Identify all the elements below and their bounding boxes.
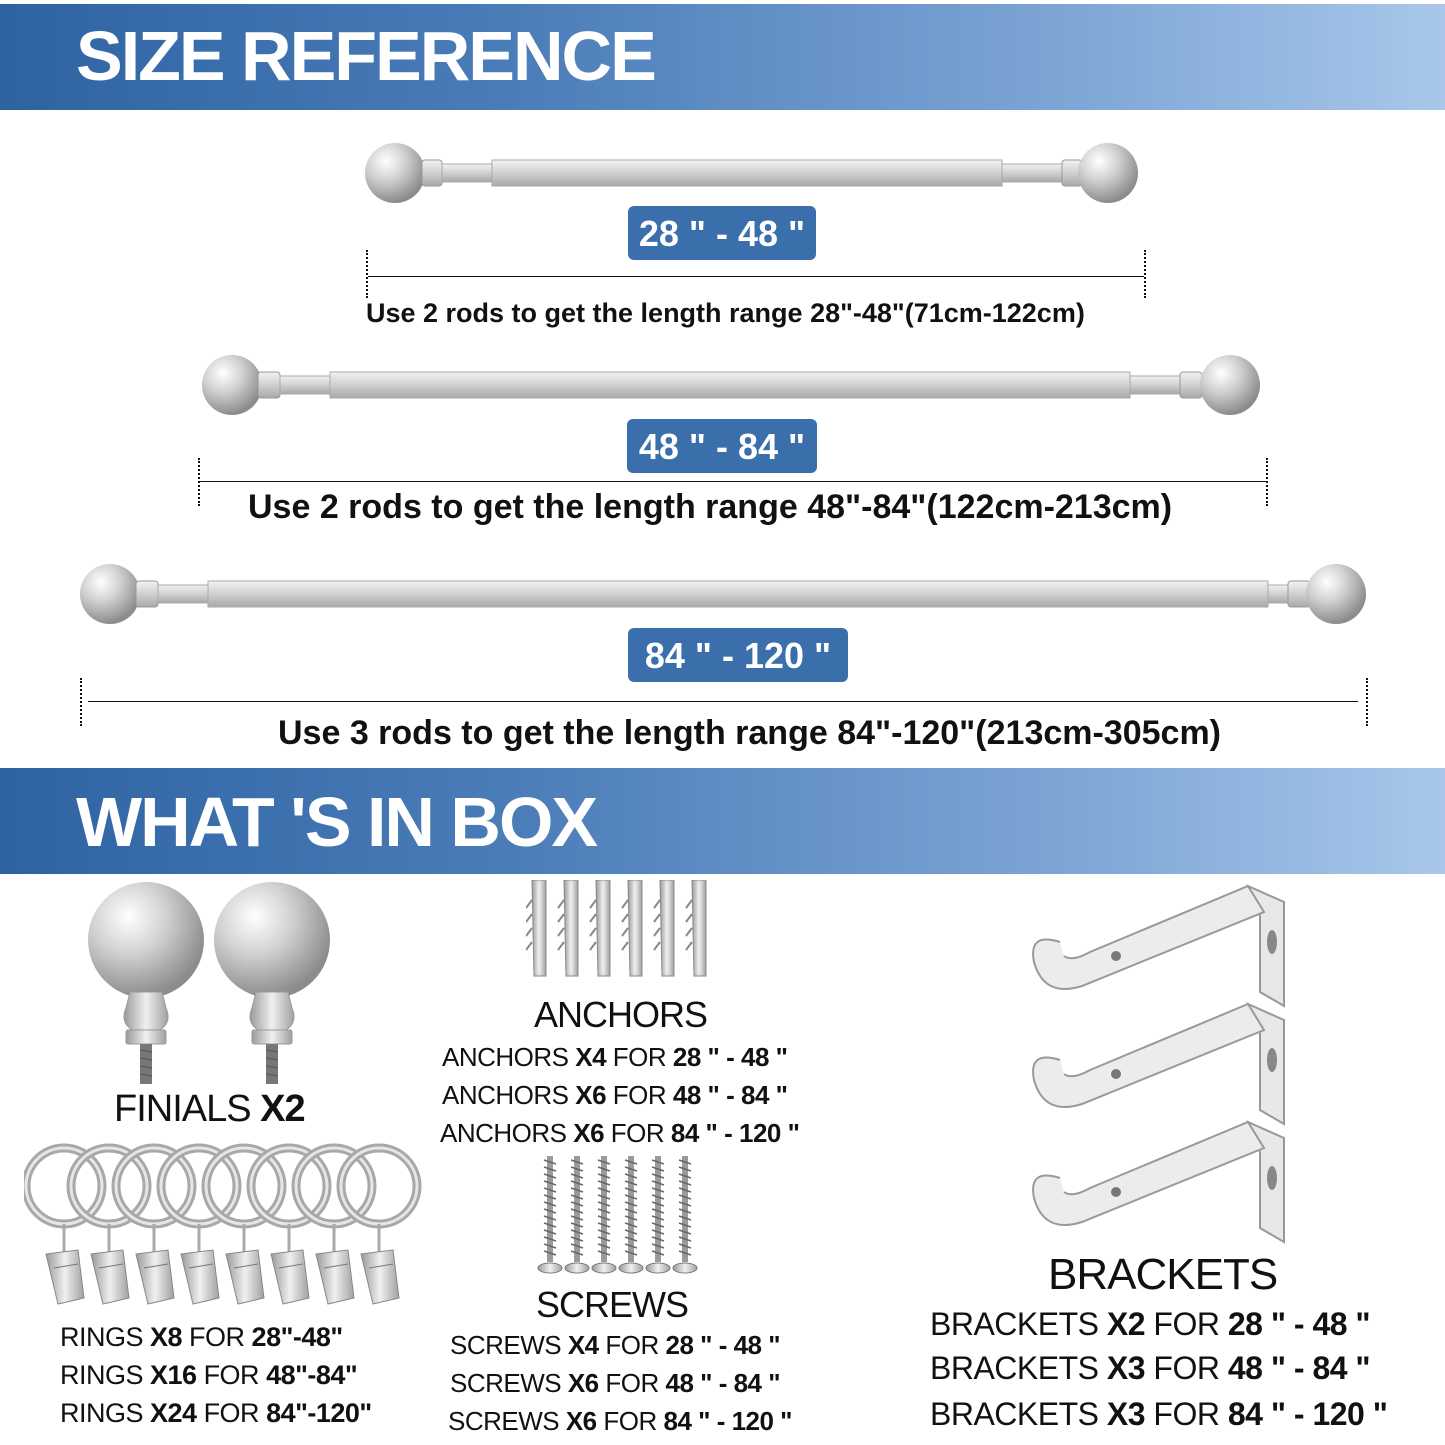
brackets-line-2	[930, 1350, 1370, 1387]
range-line-2	[200, 481, 1266, 482]
finials-label	[114, 1088, 305, 1131]
anchors-line-3	[440, 1118, 799, 1149]
rings-line-3	[60, 1398, 372, 1429]
screws-range: 28 " - 48 "	[665, 1330, 781, 1360]
screws-line-1	[450, 1330, 780, 1361]
anchors-line-2	[442, 1080, 787, 1111]
range-caption-3: Use 3 rods to get the length range 84"-120"(213cm-305cm)	[278, 714, 1222, 752]
range-tick-right-2	[1266, 458, 1268, 506]
anchors-name: ANCHORS	[442, 1042, 576, 1072]
rings-for: FOR	[182, 1322, 252, 1352]
rings-name: RINGS	[60, 1398, 151, 1428]
brackets-name: BRACKETS	[930, 1396, 1107, 1432]
rings-name: RINGS	[60, 1360, 151, 1390]
anchors-for: FOR	[604, 1118, 671, 1148]
screw-icon	[536, 1152, 706, 1278]
screws-name: SCREWS	[450, 1330, 568, 1360]
anchor-icon	[526, 880, 718, 980]
anchors-qty: X6	[573, 1118, 605, 1148]
anchors-qty: X6	[575, 1080, 607, 1110]
size-reference-banner	[0, 4, 1445, 110]
whats-in-box-banner	[0, 768, 1445, 874]
finials-qty: X2	[260, 1088, 305, 1130]
screws-for: FOR	[598, 1330, 666, 1360]
brackets-qty: X3	[1106, 1350, 1146, 1386]
brackets-range: 28 " - 48 "	[1227, 1306, 1371, 1342]
rings-qty: X8	[150, 1322, 183, 1352]
anchors-for: FOR	[606, 1042, 673, 1072]
range-tick-left-2	[198, 458, 200, 506]
brackets-range: 48 " - 84 "	[1227, 1350, 1371, 1386]
rod-short	[362, 140, 1142, 206]
rings-for: FOR	[196, 1360, 267, 1390]
screws-for: FOR	[598, 1368, 666, 1398]
anchors-qty: X4	[575, 1042, 607, 1072]
range-tick-left-3	[80, 678, 82, 726]
range-line-3	[88, 701, 1358, 702]
anchors-range: 28 " - 48 "	[672, 1042, 788, 1072]
size-reference-title: SIZE REFERENCE	[76, 17, 655, 95]
screws-range: 84 " - 120 "	[663, 1406, 793, 1436]
rings-range: 48"-84"	[266, 1360, 358, 1390]
rod-medium	[200, 352, 1264, 418]
rings-line-1	[60, 1322, 343, 1353]
brackets-for: FOR	[1145, 1396, 1228, 1432]
rings-range: 28"-48"	[251, 1322, 343, 1352]
screws-qty: X4	[567, 1330, 599, 1360]
range-badge-3: 84 " - 120 "	[628, 628, 848, 682]
screws-name: SCREWS	[448, 1406, 566, 1436]
rings-line-2	[60, 1360, 357, 1391]
screws-line-3	[448, 1406, 792, 1437]
brackets-range: 84 " - 120 "	[1227, 1396, 1388, 1432]
brackets-line-3	[930, 1396, 1387, 1433]
anchors-title: ANCHORS	[534, 994, 708, 1035]
brackets-qty: X2	[1106, 1306, 1146, 1342]
anchors-range: 48 " - 84 "	[672, 1080, 788, 1110]
ring-clip-icon	[24, 1138, 434, 1318]
brackets-name: BRACKETS	[930, 1306, 1107, 1342]
screws-for: FOR	[596, 1406, 664, 1436]
anchors-line-1	[442, 1042, 787, 1073]
range-tick-left-1	[366, 250, 368, 298]
whats-in-box-title: WHAT 'S IN BOX	[76, 783, 597, 861]
bracket-icon	[1020, 882, 1300, 1252]
range-tick-right-1	[1144, 250, 1146, 298]
anchors-name: ANCHORS	[442, 1080, 576, 1110]
brackets-qty: X3	[1106, 1396, 1146, 1432]
brackets-line-1	[930, 1306, 1370, 1343]
brackets-title: BRACKETS	[1048, 1250, 1278, 1299]
finial-icon	[80, 880, 340, 1090]
screws-line-2	[450, 1368, 780, 1399]
finials-label-text: FINIALS	[114, 1088, 261, 1130]
rings-qty: X24	[150, 1398, 197, 1428]
range-tick-right-3	[1366, 678, 1368, 726]
rings-for: FOR	[196, 1398, 267, 1428]
range-badge-1: 28 " - 48 "	[628, 206, 816, 260]
brackets-for: FOR	[1145, 1350, 1228, 1386]
range-caption-2: Use 2 rods to get the length range 48"-84"(122cm-213cm)	[248, 488, 1173, 526]
screws-name: SCREWS	[450, 1368, 568, 1398]
rings-range: 84"-120"	[266, 1398, 372, 1428]
screws-title: SCREWS	[536, 1284, 689, 1325]
screws-qty: X6	[567, 1368, 599, 1398]
rings-qty: X16	[150, 1360, 197, 1390]
brackets-for: FOR	[1145, 1306, 1228, 1342]
screws-range: 48 " - 84 "	[665, 1368, 781, 1398]
anchors-for: FOR	[606, 1080, 673, 1110]
brackets-name: BRACKETS	[930, 1350, 1107, 1386]
range-badge-2: 48 " - 84 "	[627, 419, 817, 473]
anchors-name: ANCHORS	[440, 1118, 574, 1148]
range-line-1	[368, 276, 1144, 277]
range-caption-1: Use 2 rods to get the length range 28"-48"(71cm-122cm)	[366, 298, 1085, 328]
rod-long	[78, 561, 1370, 627]
rings-name: RINGS	[60, 1322, 151, 1352]
anchors-range: 84 " - 120 "	[670, 1118, 800, 1148]
screws-qty: X6	[565, 1406, 597, 1436]
